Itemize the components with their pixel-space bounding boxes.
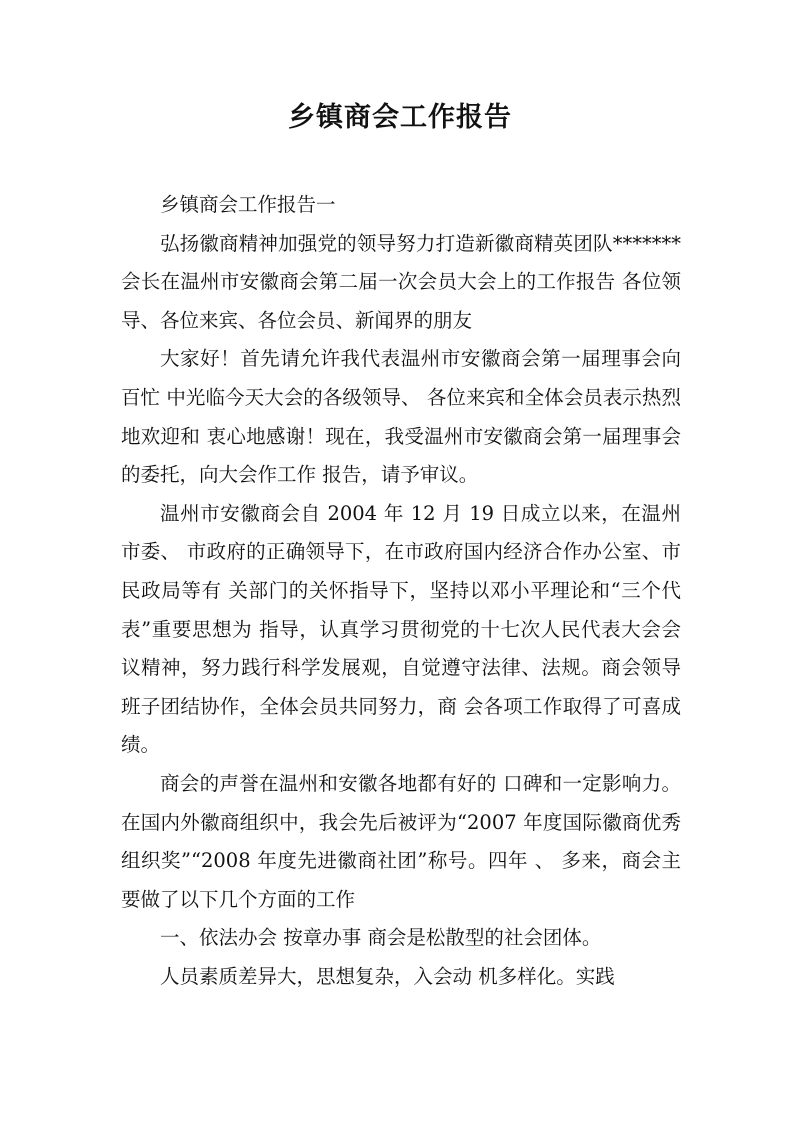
paragraph-members: 人员素质差异大，思想复杂，入会动 机多样化。实践 [160, 964, 615, 988]
paragraph-subtitle: 乡镇商会工作报告一 [160, 193, 336, 216]
document-title: 乡镇商会工作报告 [288, 102, 512, 133]
document-body [121, 186, 681, 996]
paragraph-history: 温州市安徽商会自 2004 年 12 月 19 日成立以来，在温州市委、 市政府的正确领导下，在市政府国内经济合作办公室、市民政局等有 关部门的关怀指导下，坚持以邓小平理论和“三个代表”重要思想为 指导，认真学习贯彻党的十七次人民代表大会会议精神，努力践行科学发展观，自觉遵守法律、法规。商会领导班子团结协作，全体会员共同努力，商 会各项工作取得了可喜成绩。 [121, 501, 681, 757]
paragraph-section-one: 一、依法办会 按章办事 商会是松散型的社会团体。 [160, 926, 602, 950]
paragraph-reputation: 商会的声誉在温州和安徽各地都有好的 口碑和一定影响力。在国内外徽商组织中，我会先后被评为“2007 年度国际徽商优秀组织奖”“2008 年度先进徽商社团”称号。四年 、 多来，商会主要做了以下几个方面的工作 [121, 771, 681, 911]
paragraph-intro: 弘扬徽商精神加强党的领导努力打造新徽商精英团队*******会长在温州市安徽商会第二届一次会员大会上的工作报告 各位领导、各位来宾、各位会员、新闻界的朋友 [121, 231, 681, 332]
paragraph-greeting: 大家好！首先请允许我代表温州市安徽商会第一届理事会向百忙 中光临今天大会的各级领导、 各位来宾和全体会员表示热烈地欢迎和 衷心地感谢！现在，我受温州市安徽商会第一届理事会的委托，向大会作工作 报告，请予审议。 [121, 347, 681, 487]
